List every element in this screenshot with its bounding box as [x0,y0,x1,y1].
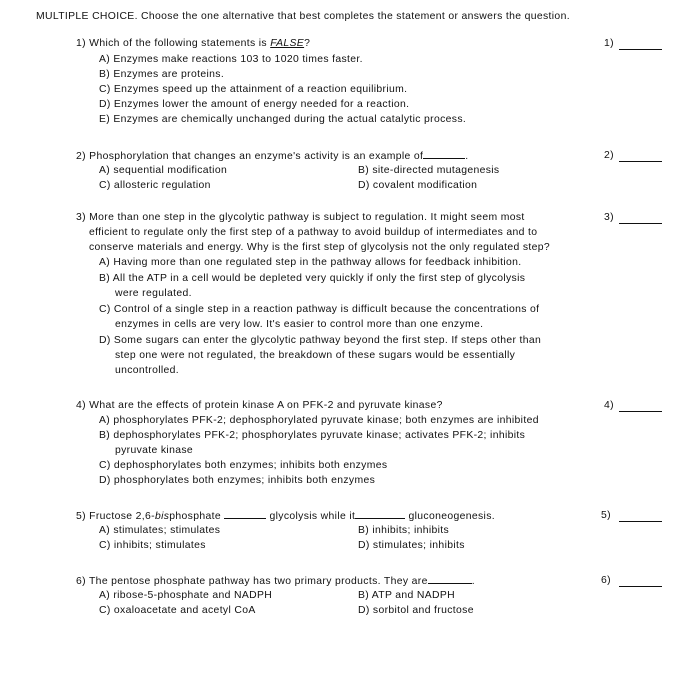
answer-blank[interactable] [619,411,662,412]
option-a: A) ribose-5-phosphate and NADPH [99,590,273,601]
answer-blank[interactable] [619,49,662,50]
option-c: C) oxaloacetate and acetyl CoA [99,605,256,616]
question-stem: 5) Fructose 2,6-bisphosphate glycolysis while it gluconeogenesis. [76,511,495,522]
question-stem-line: conserve materials and energy. Why is the first step of glycolysis not the only regulated step? [89,242,551,253]
question-stem-line: efficient to regulate only the first step of a pathway to avoid buildup of intermediates and to [89,227,538,238]
option-a: A) phosphorylates PFK-2; dephosphorylated pyruvate kinase; both enzymes are inhibited [99,415,539,426]
option-c: C) dephosphorylates both enzymes; inhibits both enzymes [99,460,388,471]
question-stem: 2) Phosphorylation that changes an enzyme's activity is an example of . [76,151,469,162]
answer-blank[interactable] [619,586,662,587]
question-number: 3) [604,212,614,223]
option-b-cont: pyruvate kinase [115,445,194,456]
question-number: 4) [604,400,614,411]
question-number: 5) [601,510,611,521]
option-d: D) phosphorylates both enzymes; inhibits both enzymes [99,475,376,486]
option-c-cont: enzymes in cells are very low. It's easier to control more than one enzyme. [115,319,484,330]
fill-blank [355,509,405,519]
option-d: D) stimulates; inhibits [358,540,465,551]
answer-blank[interactable] [619,161,662,162]
option-b-cont: were regulated. [115,288,192,299]
option-d-cont: step one were not regulated, the breakdown of these sugars would be essentially [115,350,516,361]
emphasis-bis: bis [154,511,170,522]
emphasis-false: FALSE [270,38,305,49]
option-a: A) stimulates; stimulates [99,525,221,536]
option-a: A) Having more than one regulated step in the pathway allows for feedback inhibition. [99,257,522,268]
option-b: B) site-directed mutagenesis [358,165,500,176]
fill-blank [423,149,465,159]
question-stem: 6) The pentose phosphate pathway has two primary products. They are . [76,576,475,587]
option-a: A) sequential modification [99,165,228,176]
fill-blank [224,509,266,519]
question-stem: 4) What are the effects of protein kinase A on PFK-2 and pyruvate kinase? [76,400,443,411]
option-b: B) ATP and NADPH [358,590,456,601]
option-b: B) Enzymes are proteins. [99,69,225,80]
option-b: B) inhibits; inhibits [358,525,450,536]
option-d: D) covalent modification [358,180,478,191]
option-d: D) Enzymes lower the amount of energy needed for a reaction. [99,99,410,110]
option-e: E) Enzymes are chemically unchanged during the actual catalytic process. [99,114,467,125]
option-b: B) All the ATP in a cell would be depleted very quickly if only the first step of glycolysis [99,273,526,284]
question-number: 1) [604,38,614,49]
answer-blank[interactable] [619,223,662,224]
option-d: D) sorbitol and fructose [358,605,474,616]
fill-blank [428,574,472,584]
option-d: D) Some sugars can enter the glycolytic pathway beyond the first step. If steps other than [99,335,542,346]
option-b: B) dephosphorylates PFK-2; phosphorylates pyruvate kinase; activates PFK-2; inhibits [99,430,526,441]
option-c: C) inhibits; stimulates [99,540,206,551]
option-c: C) allosteric regulation [99,180,211,191]
question-number: 2) [604,150,614,161]
answer-blank[interactable] [619,521,662,522]
option-d-cont: uncontrolled. [115,365,180,376]
option-c: C) Enzymes speed up the attainment of a reaction equilibrium. [99,84,408,95]
instructions-header: MULTIPLE CHOICE. Choose the one alternative that best completes the statement or answers the question. [36,11,570,22]
question-stem-line: 3) More than one step in the glycolytic pathway is subject to regulation. It might seem most [76,212,525,223]
option-c: C) Control of a single step in a reaction pathway is difficult because the concentrations of [99,304,540,315]
question-number: 6) [601,575,611,586]
question-stem: 1) Which of the following statements is FALSE? [76,38,311,49]
option-a: A) Enzymes make reactions 103 to 1020 times faster. [99,54,363,65]
